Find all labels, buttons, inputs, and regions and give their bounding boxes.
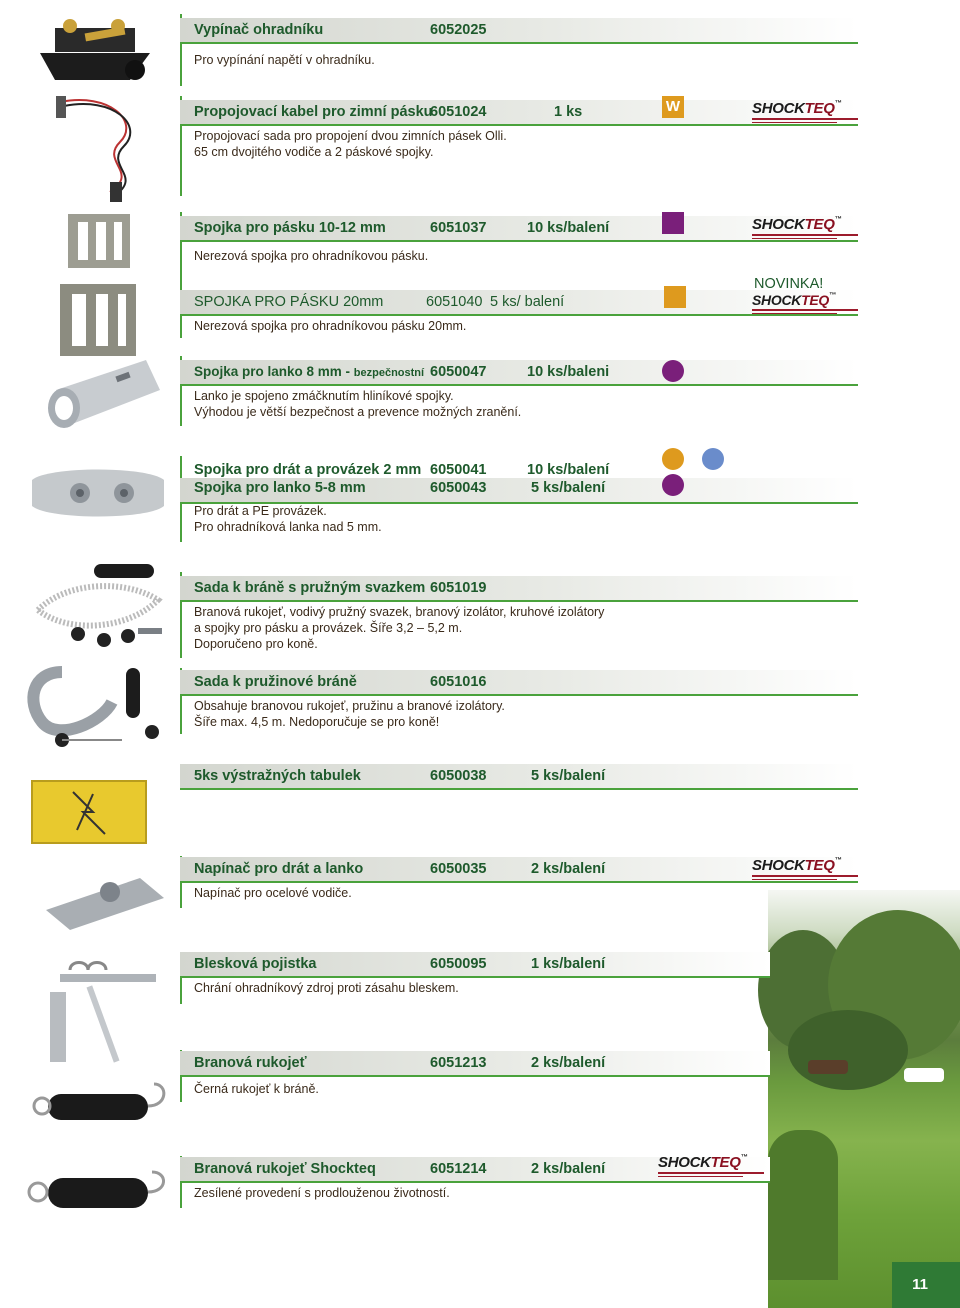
- product-code: 6052025: [430, 22, 487, 38]
- product-qty: 10 ks/baleni: [527, 364, 610, 380]
- product-qty: 2 ks/balení: [531, 861, 606, 877]
- shockteq-logo: SHOCKTEQ™: [752, 100, 858, 123]
- product-name: Sada k bráně s pružným svazkem: [194, 580, 426, 596]
- product-qty: 2 ks/balení: [531, 1055, 606, 1071]
- product-desc: Zesílené provedení s prodlouženou životností.: [194, 1186, 450, 1200]
- shockteq-logo: SHOCKTEQ™: [752, 857, 858, 880]
- color-dot-purple: [662, 360, 684, 382]
- product-name: Napínač pro drát a lanko: [194, 861, 364, 877]
- product-name: Vypínač ohradníku: [194, 22, 324, 38]
- product-desc: Branová rukojeť, vodivý pružný svazek, branový izolátor, kruhové izolátory: [194, 605, 605, 619]
- shockteq-logo: SHOCKTEQ™: [658, 1154, 764, 1177]
- product-code: 6051016: [430, 674, 487, 690]
- product-desc: Doporučeno pro koně.: [194, 637, 318, 651]
- product-desc: Výhodou je větší bezpečnost a prevence možných zranění.: [194, 405, 522, 419]
- product-name: SPOJKA PRO PÁSKU 20mm: [194, 294, 384, 310]
- page-number-box: [892, 1262, 960, 1308]
- product-qty: 1 ks: [554, 104, 583, 120]
- product-code: 6050047: [430, 364, 487, 380]
- product-desc: 65 cm dvojitého vodiče a 2 páskové spojky.: [194, 145, 434, 159]
- tape-connector-image: [64, 210, 134, 272]
- product-code-2: 6050043: [430, 480, 487, 496]
- product-code: 6051019: [430, 580, 487, 596]
- product-qty: 10 ks/balení: [527, 462, 610, 478]
- shockteq-logo: SHOCKTEQ™: [752, 216, 858, 239]
- spring-gate-kit-image: [22, 662, 172, 756]
- cable-image: [50, 92, 180, 204]
- color-dot-blue: [702, 448, 724, 470]
- new-label: NOVINKA!: [754, 276, 824, 292]
- tensioner-image: [40, 868, 170, 934]
- product-code: 6051214: [430, 1161, 487, 1177]
- winter-badge: W: [662, 96, 684, 118]
- switch-image: [30, 8, 160, 88]
- product-name: Blesková pojistka: [194, 956, 317, 972]
- product-desc: Pro drát a PE provázek.: [194, 504, 327, 518]
- gate-handle-image: [28, 1080, 172, 1128]
- product-name: Branová rukojeť: [194, 1055, 307, 1071]
- wire-clamp-image: [28, 462, 168, 524]
- product-name: 5ks výstražných tabulek: [194, 768, 361, 784]
- color-dot-purple: [662, 474, 684, 496]
- tape-connector-20mm-image: [56, 280, 140, 360]
- product-desc: Propojovací sada pro propojení dvou zimních pásek Olli.: [194, 129, 507, 143]
- product-desc: Nerezová spojka pro ohradníkovou pásku.: [194, 249, 429, 263]
- product-qty-2: 5 ks/balení: [531, 480, 606, 496]
- product-qty: 5 ks/balení: [531, 768, 606, 784]
- product-desc: Šíře max. 4,5 m. Nedoporučuje se pro koně!: [194, 715, 440, 729]
- product-qty: 1 ks/balení: [531, 956, 606, 972]
- product-desc: Lanko je spojeno zmáčknutím hliníkové spojky.: [194, 389, 454, 403]
- elastic-gate-kit-image: [28, 560, 168, 656]
- product-name: Spojka pro lanko 8 mm - bezpečnostní: [194, 364, 425, 379]
- product-name: Spojka pro drát a provázek 2 mm: [194, 462, 422, 478]
- color-swatch-purple: [662, 212, 684, 234]
- product-code: 6051213: [430, 1055, 487, 1071]
- product-qty: 2 ks/balení: [531, 1161, 606, 1177]
- product-code: 6051037: [430, 220, 487, 236]
- lightning-fuse-image: [40, 952, 164, 1068]
- product-desc: Obsahuje branovou rukojeť, pružinu a branové izolátory.: [194, 699, 505, 713]
- product-desc: a spojky pro pásku a provázek. Šíře 3,2 – 5,2 m.: [194, 621, 463, 635]
- product-desc: Napínač pro ocelové vodiče.: [194, 886, 352, 900]
- pasture-photo: [768, 890, 960, 1308]
- rope-connector-image: [36, 350, 166, 432]
- product-code: 6050095: [430, 956, 487, 972]
- product-name-2: Spojka pro lanko 5-8 mm: [194, 480, 366, 496]
- product-desc: Černá rukojeť k bráně.: [194, 1082, 319, 1096]
- page-number: 11: [912, 1276, 928, 1293]
- product-qty: 5 ks/ balení: [490, 294, 565, 310]
- product-name: Sada k pružinové bráně: [194, 674, 357, 690]
- product-code: 6051024: [430, 104, 487, 120]
- product-desc: Nerezová spojka pro ohradníkovou pásku 20mm.: [194, 319, 467, 333]
- warning-sign-image: [31, 780, 147, 844]
- product-desc: Chrání ohradníkový zdroj proti zásahu bleskem.: [194, 981, 459, 995]
- product-code: 6050038: [430, 768, 487, 784]
- product-desc: Pro vypínání napětí v ohradníku.: [194, 53, 375, 67]
- product-name: Spojka pro pásku 10-12 mm: [194, 220, 386, 236]
- product-name: Branová rukojeť Shockteq: [194, 1161, 376, 1177]
- color-swatch-orange: [664, 286, 686, 308]
- product-desc: Pro ohradníková lanka nad 5 mm.: [194, 520, 382, 534]
- product-code: 6050041: [430, 462, 487, 478]
- gate-handle-shockteq-image: [24, 1166, 168, 1218]
- shockteq-logo: SHOCKTEQ™: [752, 292, 858, 314]
- product-code: 6051040: [426, 294, 483, 310]
- product-name: Propojovací kabel pro zimní pásku: [194, 104, 433, 120]
- color-dot-orange: [662, 448, 684, 470]
- product-code: 6050035: [430, 861, 487, 877]
- product-qty: 10 ks/balení: [527, 220, 610, 236]
